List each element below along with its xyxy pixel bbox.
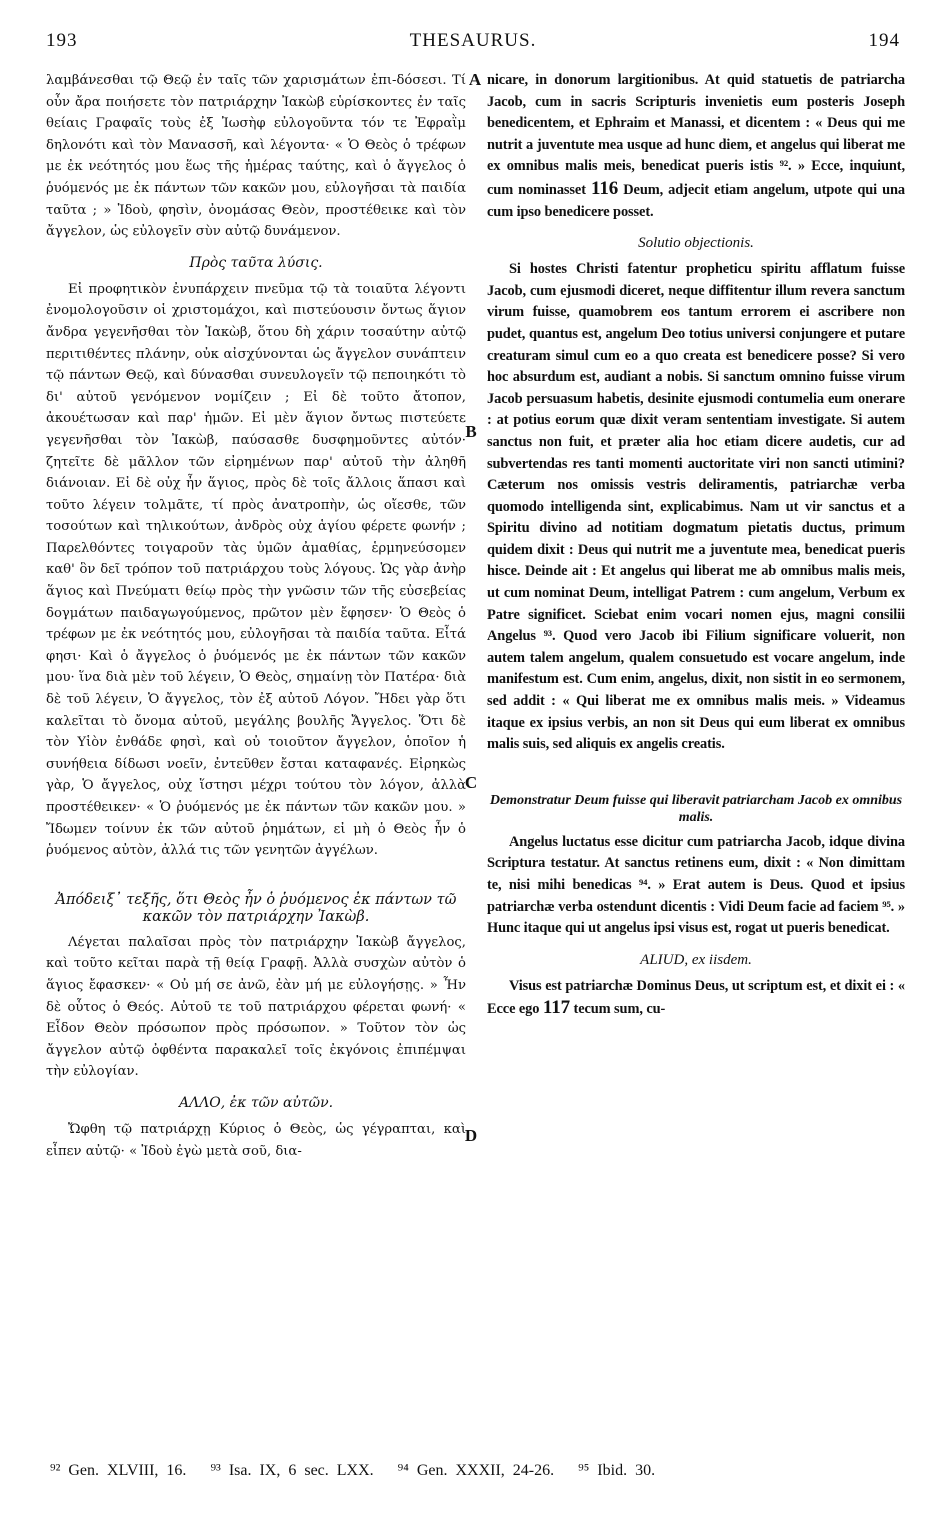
greek-column <box>46 70 466 1162</box>
greek-heading-aliud: ΑΛΛΟ, ἐκ τῶν αὐτῶν. <box>178 1094 334 1111</box>
footnote-92: ⁹² Gen. XLVIII, 16. <box>50 1462 187 1479</box>
greek-body-aliud: Ὤφθη τῷ πατριάρχῃ Κύριος ὁ Θεὸς, ὡς γέγραπται, καὶ εἶπεν αὐτῷ· « Ἰδοὺ ἐγὼ μετὰ σοῦ, δια- <box>46 1121 466 1159</box>
column-number-116: 116 <box>591 177 619 199</box>
margin-letter-c: C <box>464 773 478 792</box>
footnote-95: ⁹⁵ Ibid. 30. <box>578 1462 656 1479</box>
latin-heading-aliud: ALIUD, ex iisdem. <box>640 951 752 968</box>
latin-intro <box>487 70 905 223</box>
greek-body-solution: Εἰ προφητικὸν ἐνυπάρχειν πνεῦμα τῷ τὰ τοιαῦτα λέγοντι ἐνομολογοῦσιν οἱ χριστομάχοι, καὶ πιστεύουσιν ὄντως ἅγιον ἄνδρα γεγενῆσθαι τὸν Ἰακὼβ, ὅτου δὴ χάριν τοσαύτην αὐτῷ περιτιθέντες πλάνην, οὐκ αἰσχύνονται ὡς ἄγγελον συνάπτειν τῷ πάντων Θεῷ, καὶ δύνασθαι συνευλογεῖν τῷ πεποιηκότι τὸ δι' αὐτοῦ γενόμενον νομίζειν ; Εἰ δὲ τοῦτο ἄτοπον, ἀκουέτωσαν καὶ παρ' ἡμῶν. Εἰ μὲν ἅγιον ὄντως πιστεύετε γεγενῆσθαι τὸν Ἰακὼβ, παύσασθε δυσφημοῦντες αὐτόν· ζητεῖτε δὲ μᾶλλον τῶν εἰρημένων παρ' αὐτοῦ τὴν ἀληθῆ διάνοιαν. Εἰ δὲ οὐχ ἦν ἅγιος, πρὸς δὲ τοῖς ἄλλοις ἅπασι καὶ τοῦτο λέγειν τολμᾶτε, τί πρὸς ἀνατροπὴν, ὡς οἴεσθε, τῶν τοσούτων καὶ τηλικούτων, ἀνδρὸς οὐχ ἁγίου φέρετε φωνήν ; Παρελθόντες τοιγαροῦν τὰς ὑμῶν ἀμαθίας, ἑρμηνεύσομεν καθ' ὃν δεῖ τρόπον τοῦ πατριάρχου τοὺς λόγους. Ὡς γὰρ ἀνὴρ ἅγιος καὶ Πνεύματι θείῳ πρὸς τὴν γνῶσιν τῶν τῆς εὐσεβείας δογμάτων παιδαγωγούμενος, πρῶτον μὲν ἔφησεν· Ὁ Θεὸς ὁ τρέφων με ἐκ νεότητός μου, εὐλογῆσαι τὰ παιδία ταῦτα. Εἶτά φησι· Καὶ ὁ ἄγγελος ὁ ῥυόμενός με ἐκ πάντων τῶν κακῶν μου· ἵνα διὰ μὲν τοῦ λέγειν, Ὁ Θεὸς, σημαίνῃ τὸν Πατέρα· διὰ δὲ τοῦ λέγειν, Ὁ ἄγγελος, τὸν ἐξ αὐτοῦ Λόγον. Ἤδει γὰρ ὅτι καλεῖται τὸ ὄνομα αὐτοῦ, μεγάλης βουλῆς Ἄγγελος. Ὅτι δὲ τὸν Υἱὸν ἐνθάδε φησὶ, καὶ οὐ τοιοῦτον ἄγγελον, ὁποῖον ἡ συνήθεια δίδωσι νοεῖν, ἐντεῦθεν ἔσται καταφανές. Εἰρηκὼς γὰρ, Ὁ ἄγγελος, οὐχ ἵστησι μέχρι τούτου τὸν λόγον, ἀλλὰ προστέθεικεν· « Ὁ ῥυόμενός με ἐκ πάντων τῶν κακῶν μου. » Ἴδωμεν τοίνυν ἐκ τῶν αὐτοῦ ῥημάτων, εἰ μὴ ὁ Θεὸς ἦν ὁ ῥυόμενος αὐτὸν, ἀλλά τις τῶν γενητῶν ἀγγέλων. <box>46 281 466 859</box>
column-number-117: 117 <box>542 997 570 1019</box>
running-title: THESAURUS. <box>409 30 537 51</box>
latin-heading-demonstration: Demonstratur Deum fuisse qui liberavit patriarcham Jacob ex omnibus malis. <box>489 792 903 825</box>
latin-intro-text: nicare, in donorum largitionibus. At quid statuetis de patriarcha Jacob, cum in sacris Scripturis invenietis eum posteris Joseph benedicentem, et Ephraim et Manassi, et dicentem : « Deus qui me nutrit a juventute mea usque ad hunc diem, et angelus qui liberat me ex omnibus malis meis, benedicat pueris istis ⁹². » Ecce, inquiunt, cum nominasset <box>487 72 905 198</box>
margin-letter-a: A <box>468 70 482 89</box>
footnote-93: ⁹³ Isa. IX, 6 sec. LXX. <box>210 1462 374 1479</box>
margin-letter-b: B <box>465 422 477 441</box>
page-number-right: 194 <box>868 30 900 51</box>
latin-aliud-text-b: tecum sum, cu- <box>573 1001 666 1018</box>
latin-column <box>487 70 905 1021</box>
page-number-left: 193 <box>46 30 78 51</box>
latin-aliud-text-a: Visus est patriarchæ Dominus Deus, ut scriptum est, et dixit ei : « Ecce ego <box>487 977 905 1018</box>
footnotes <box>50 1462 902 1480</box>
greek-intro: λαμβάνεσθαι τῷ Θεῷ ἐν ταῖς τῶν χαρισμάτων ἐπι-δόσεσι. Τί οὖν ἄρα ποιήσετε τὸν πατριάρχην Ἰακὼβ εὑρίσκοντες ἐν ταῖς θείαις Γραφαῖς τοὺς ἐξ Ἰωσὴφ εὐλογοῦντα τόν τε Ἐφραῒμ δηλονότι καὶ τὸν Μανασσῆ, καὶ λέγοντα· « Ὁ Θεὸς ὁ τρέφων με ἐκ νεότητός μου ἕως τῆς ἡμέρας ταύτης, καὶ ὁ ἄγγελος ὁ ῥυόμενός με ἐκ πάντων τῶν κακῶν μου, εὐλογῆσαι τὰ παιδία ταῦτα ; » Ἰδοὺ, φησὶν, ὀνομάσας Θεὸν, προστέθεικε καὶ τὸν ἄγγελον, ὡς εὐλογεῖν σὺν αὐτῷ δυνάμενον. <box>46 73 466 240</box>
greek-body-demonstration: Λέγεται παλαῖσαι πρὸς τὸν πατριάρχην Ἰακὼβ ἄγγελος, καὶ τοῦτο κεῖται παρὰ τῇ θείᾳ Γραφῇ. Ἀλλὰ συσχὼν αὐτὸν ὁ ἅγιος ἔφασκεν· « Οὐ μή σε ἀνῶ, ἐὰν μή με εὐλογήσῃς. » Ἦν δὲ οὗτος ὁ Θεός. Αὐτοῦ τε τοῦ πατριάρχου φέρεται φωνή· « Εἶδον Θεὸν πρόσωπον πρὸς πρόσωπον. » Τοῦτον τὸν ὡς ἄγγελον αὐτῷ ὀφθέντα παρακαλεῖ τοῖς ἐκγόνοις ἐπιπέμψαι τὴν εὐλογίαν. <box>46 934 466 1080</box>
margin-letter-d: D <box>464 1126 478 1145</box>
page-header <box>46 30 900 60</box>
greek-heading-solution: Πρὸς ταῦτα λύσις. <box>189 254 323 271</box>
footnote-94: ⁹⁴ Gen. XXXII, 24-26. <box>397 1462 555 1479</box>
greek-heading-demonstration: Ἀπόδειξ᾽ τεξῆς, ὅτι Θεὸς ἦν ὁ ῥυόμενος ἐκ πάντων τῶ κακῶν τὸν πατριάρχην Ἰακὼβ. <box>55 891 457 925</box>
latin-intro-end: Deum, adjecit etiam angelum, utpote qui una cum ipso benedicere posset. <box>487 181 906 220</box>
latin-heading-solution: Solutio objectionis. <box>638 235 754 252</box>
latin-body-solution: Si hostes Christi fatentur propheticu spiritu afflatum fuisse Jacob, cum ejusmodi diceret, neque diffitentur illum revera sanctum virum fuisse, quamobrem eos tantum errorem ei ascribere non pudet, quantus est, angelum Deo totius universi conjungere et putare creaturam simul cum eo a quo creata est benedicere posse? Si vero hoc absurdum est, audiant a nobis. Si sanctum omnino fuisse virum Jacob persuasum habetis, desinite ejusmodi contumelia eum onerare : at potius eorum quæ dixit veram sententiam investigate. Si autem sanctus non fuit, et præter alia hoc etiam dicere audetis, cur ad subvertendas res tanti momenti auctoritate viri non sancti utimini? Cæterum nos omissis vestris deliramentis, patriarchæ verba quomodo intelligenda sint, explicabimus. Nam ut vir sanctus et a Spiritu divino ad notitiam dogmatum pietatis ductus, primum quidem dixit : Deus qui nutrit me a juventute mea, benedicat pueris hisce. Deinde ait : Et angelus qui liberat me ab omnibus malis meis, ut cum nominat Deum, intelligat Patrem : cum angelum, Verbum ex Patre significet. Sciebat enim vocari nomen ejus, magni consilii Angelus ⁹³. Quod vero Jacob ibi Filium significare voluerit, non autem talem angelum, qualem consuetudo est vocare angelum, inde manifestum est. Cum enim, angelus, dixit, non sistit in eo sermonem, sed addit : « Qui liberat me ex omnibus malis meis. » Videamus itaque ex ipsius verbis, an non sit Deus qui eum liberat ex omnibus malis suis, sed aliquis ex angelis creatis. <box>487 261 905 753</box>
latin-body-aliud <box>487 976 905 1021</box>
latin-body-demonstration: Angelus luctatus esse dicitur cum patriarcha Jacob, idque divina Scriptura testatur. At sanctus retinens eum, dixit : « Non dimittam te, nisi mihi benedicas ⁹⁴. » Erat autem is Deus. Quod et ipsius patriarchæ verba ostendunt dicentis : Vidi Deum facie ad faciem ⁹⁵. » Hunc itaque qui ut angelus ipsi visus est, rogat ut pueris benedicat. <box>487 833 905 937</box>
